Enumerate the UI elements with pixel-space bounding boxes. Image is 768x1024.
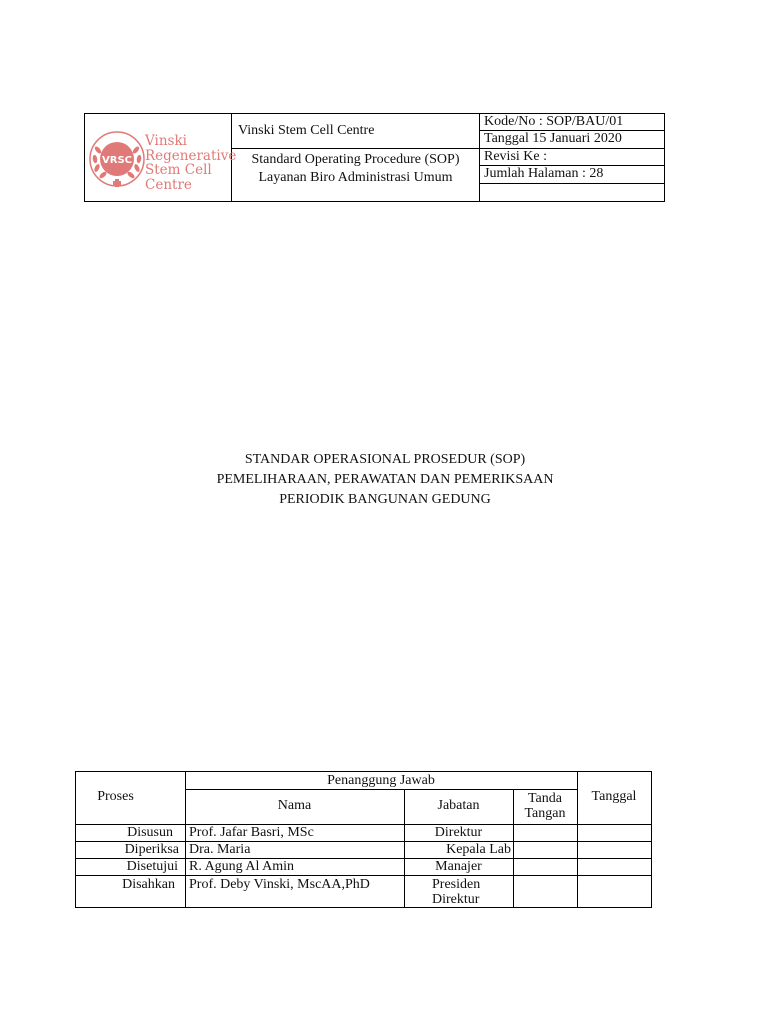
header-tanda: Tanda (527, 791, 562, 806)
table-gridline (76, 875, 651, 876)
table-gridline (185, 772, 186, 907)
jumlah-halaman-field: Jumlah Halaman : 28 (480, 166, 664, 183)
header-tangan: Tangan (524, 806, 566, 821)
logo-line: Regenerative (145, 147, 237, 164)
logo-line: Stem Cell (145, 162, 212, 178)
header-nama: Nama (277, 798, 312, 813)
row-nama: Prof. Deby Vinski, MscAA,PhD (189, 877, 370, 892)
logo-badge-text: VRSC (102, 155, 132, 166)
blank-field (480, 184, 664, 201)
logo-line: Centre (145, 176, 192, 193)
title-line-3: PERIODIK BANGUNAN GEDUNG (279, 492, 491, 507)
header-proses: Proses (97, 789, 134, 804)
logo-cell (85, 114, 237, 201)
logo-line: Vinski (145, 133, 187, 149)
header-meta-cell (480, 114, 664, 201)
kode-field: Kode/No : SOP/BAU/01 (480, 114, 664, 131)
doc-line-2: Layanan Biro Administrasi Umum (258, 170, 453, 185)
doc-line-1: Standard Operating Procedure (SOP) (251, 152, 460, 167)
responsibility-table (75, 771, 652, 908)
row-proses: Disusun (127, 825, 173, 840)
row-nama: Prof. Jafar Basri, MSc (189, 825, 314, 840)
row-jabatan-line-2: Direktur (432, 892, 480, 907)
header-tanggal: Tanggal (591, 789, 637, 804)
header-title-cell (232, 114, 480, 201)
tanggal-field: Tanggal 15 Januari 2020 (480, 131, 664, 148)
logo-wordmark (145, 134, 236, 192)
row-proses: Disetujui (126, 859, 178, 874)
title-line-2: PEMELIHARAAN, PERAWATAN DAN PEMERIKSAAN (216, 472, 554, 487)
row-jabatan: Kepala Lab (446, 842, 511, 857)
row-jabatan (432, 877, 513, 907)
row-proses: Diperiksa (124, 842, 179, 857)
header-tanda-tangan (513, 791, 577, 821)
document-type (232, 149, 479, 203)
document-title (150, 450, 620, 510)
document-header-table (84, 113, 665, 202)
table-gridline (185, 789, 577, 790)
row-nama: R. Agung Al Amin (189, 859, 295, 874)
header-penanggung-jawab: Penanggung Jawab (327, 773, 435, 788)
title-line-1: STANDAR OPERASIONAL PROSEDUR (SOP) (244, 452, 526, 467)
header-jabatan: Jabatan (437, 798, 480, 813)
org-name: Vinski Stem Cell Centre (232, 114, 479, 149)
row-jabatan: Manajer (435, 859, 482, 874)
row-proses: Disahkan (122, 877, 175, 892)
row-jabatan: Direktur (434, 825, 483, 840)
row-jabatan-line-1: Presiden (432, 877, 481, 892)
row-nama: Dra. Maria (189, 842, 251, 857)
revisi-field: Revisi Ke : (480, 149, 664, 166)
